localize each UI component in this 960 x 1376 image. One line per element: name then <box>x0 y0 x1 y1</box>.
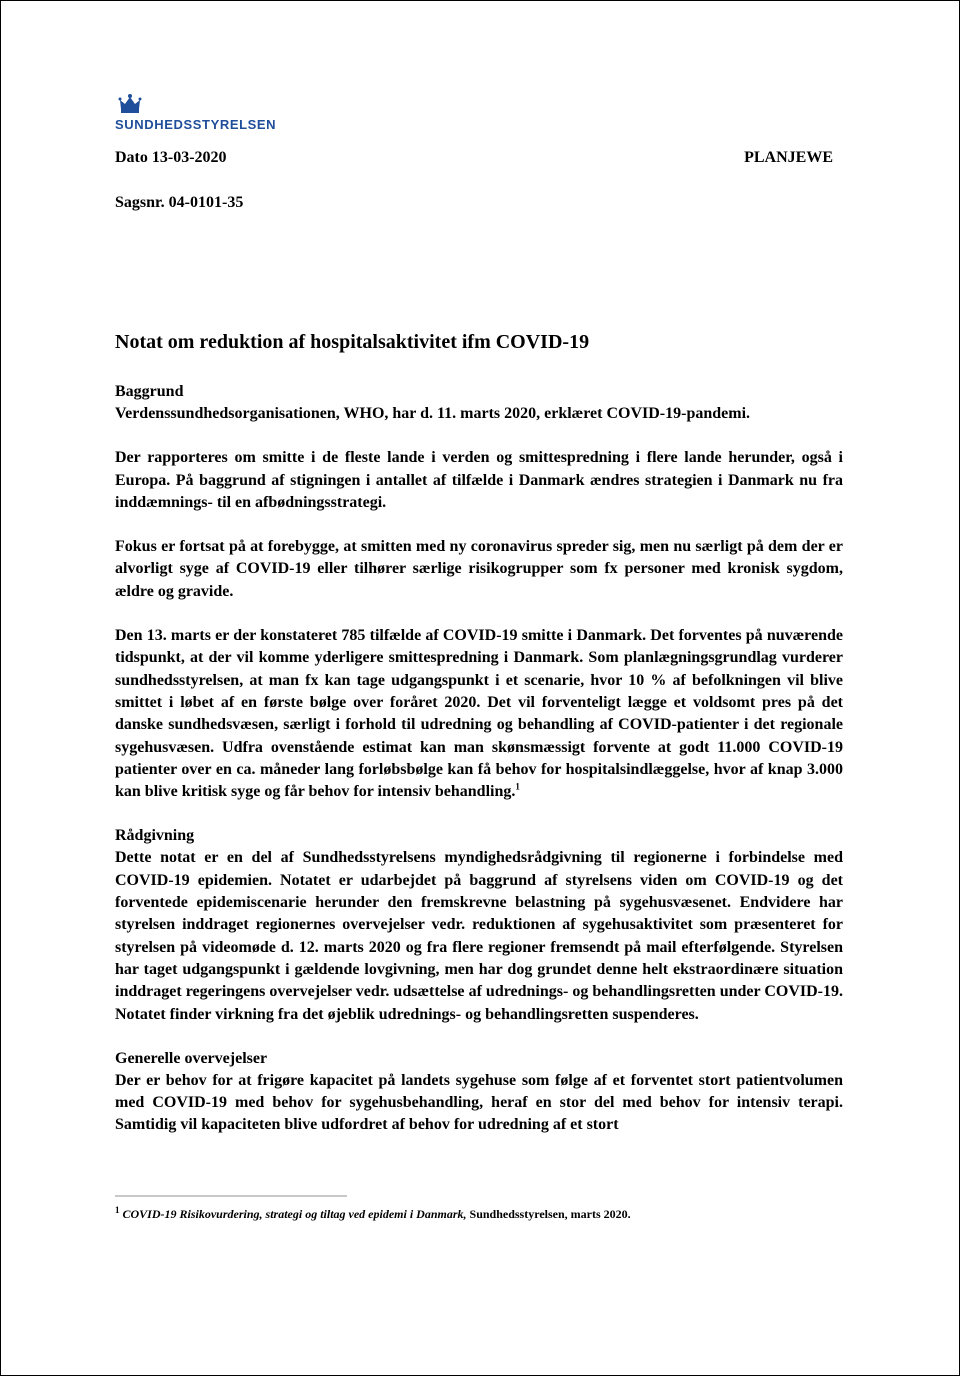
paragraph: Der er behov for at frigøre kapacitet på landets sygehuse som følge af et forventet stort patientvolumen med COVID-19 med behov for sygehusbehandling, heraf en stor del med behov for intensiv terapi. Samtidig vil kapaciteten blive udfordret af behov for udredning af et stort <box>115 1071 843 1134</box>
document-body <box>115 381 843 1159</box>
section-heading-background: Baggrund <box>115 383 184 400</box>
footnote-text: Sundhedsstyrelsen, marts 2020. <box>469 1207 631 1221</box>
paragraph: Fokus er fortsat på at forebygge, at smitten med ny coronavirus spreder sig, men nu særligt på dem der er alvorligt syge af COVID-19 eller tilhører særlige risikogrupper som fx personer med kronisk sygdom, ældre og gravide. <box>115 538 843 600</box>
crown-icon <box>117 93 143 115</box>
paragraph: Dette notat er en del af Sundhedsstyrelsens myndighedsrådgivning til regionerne i forbindelse med COVID-19 epidemien. Notatet er udarbejdet på baggrund af styrelsens viden om COVID-19 og det forventede epidemiscenarie herunder den fremskrevne belastning på sygehusvæsenet. Endvidere har styrelsen inddraget regionernes overvejelser vedr. reduktionen af sygehusaktivitet som præsenteret for styrelsen på videomøde d. 12. marts 2020 og fra flere regioner fremsendt på mail efterfølgende. Styrelsen har taget udgangspunkt i gældende lovgivning, men har dog grundet denne helt ekstraordinære situation inddraget regeringens overvejelser vedr. udsættelse af udrednings- og behandlingsretten under COVID-19. Notatet finder virkning fra det øjeblik udrednings- og behandlingsretten suspenderes. <box>115 849 843 1023</box>
footnote <box>115 1207 843 1222</box>
footnote-italic-text: COVID-19 Risikovurdering, strategi og tiltag ved epidemi i Danmark, <box>122 1207 467 1221</box>
logo <box>115 93 276 132</box>
logo-text: SUNDHEDSSTYRELSEN <box>115 117 277 132</box>
footnote-marker: 1 <box>515 781 520 792</box>
paragraph-text: Den 13. marts er der konstateret 785 tilfælde af COVID-19 smitte i Danmark. Det forventes på nuværende tidspunkt, at der vil komme yderligere smittespredning i Danmark. Som planlægningsgrundlag vurderer sundhedsstyrelsen, at man fx kan tage udgangspunkt i et scenarie, hvor 10 % af befolkningen vil blive smittet i løbet af en første bølge over foråret 2020. Det vil forventeligt lægge et voldsomt pres på det danske sundhedsvæsen, særligt i forhold til udredning og behandling af COVID-patienter i det regionale sygehusvæsen. Udfra ovenstående estimat kan man skønsmæssigt forvente at godt 11.000 COVID-19 patienter over en ca. måneder lang forløbsbølge kan få behov for hospitalsindlæggelse, hvor af knap 3.000 kan blive kritisk syge og får behov for intensiv behandling. <box>115 627 843 801</box>
footnote-divider <box>115 1195 347 1197</box>
paragraph: Der rapporteres om smitte i de fleste lande i verden og smittespredning i flere lande herunder, også i Europa. På baggrund af stigningen i antallet af tilfælde i Danmark ændres strategien i Danmark nu fra inddæmnings- til en afbødningsstrategi. <box>115 449 843 511</box>
paragraph: Verdenssundhedsorganisationen, WHO, har d. 11. marts 2020, erklæret COVID-19-pandemi. <box>115 405 751 422</box>
document-date: Dato 13-03-2020 <box>115 149 227 166</box>
section-heading-general: Generelle overvejelser <box>115 1049 268 1067</box>
section-heading-advice: Rådgivning <box>115 827 195 845</box>
case-number: Sagsnr. 04-0101-35 <box>115 194 244 211</box>
author-initials: PLANJEWE <box>744 149 833 166</box>
document-title: Notat om reduktion af hospitalsaktivitet ifm COVID-19 <box>115 331 590 353</box>
footnote-number: 1 <box>115 1205 120 1215</box>
paragraph-with-footnote <box>115 625 843 803</box>
